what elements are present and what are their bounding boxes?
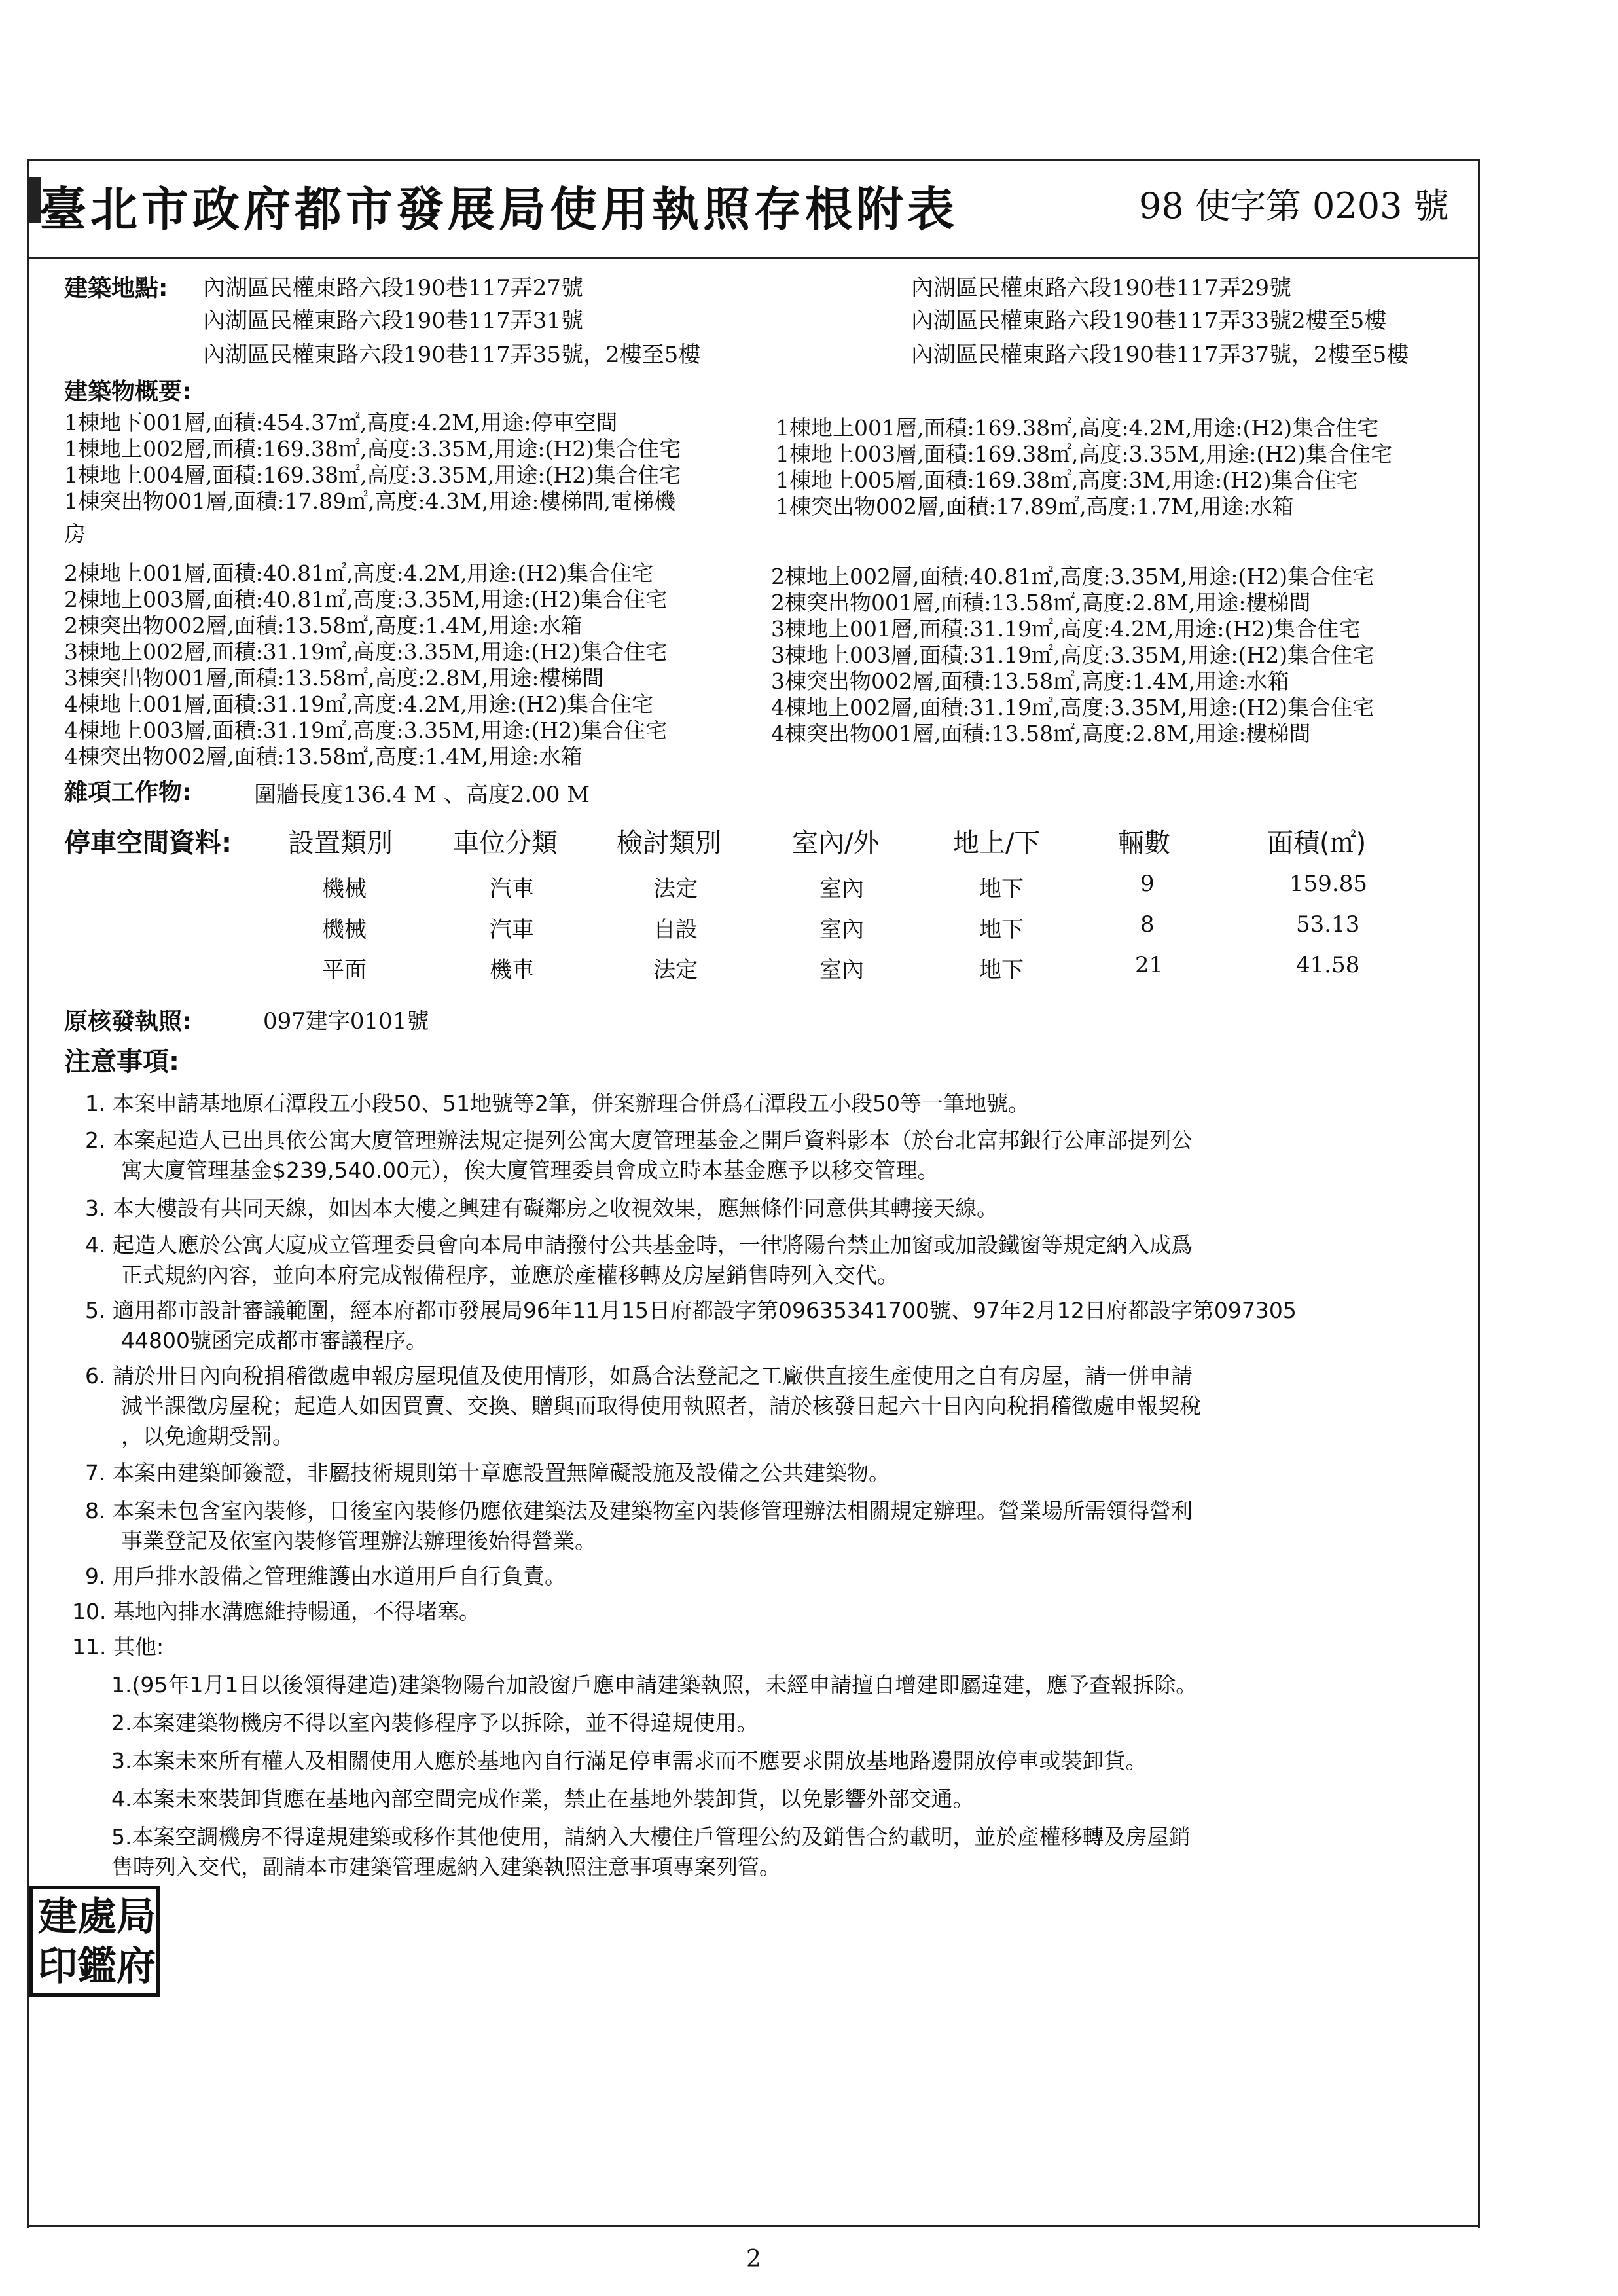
note-line: 11. 其他: bbox=[72, 1634, 164, 1660]
overview-row: 3棟地上002層,面積:31.19㎡,高度:3.35M,用途:(H2)集合住宅 bbox=[64, 639, 668, 665]
overview-row: 3棟地上003層,面積:31.19㎡,高度:3.35M,用途:(H2)集合住宅 bbox=[771, 642, 1375, 668]
overview-row: 3棟突出物001層,面積:13.58㎡,高度:2.8M,用途:樓梯間 bbox=[64, 665, 604, 691]
note-line: 8. 本案未包含室內裝修，日後室內裝修仍應依建築法及建築物室內裝修管理辦法相關規定辦理。營業場所需領得營利 bbox=[85, 1498, 1193, 1523]
original-permit-label: 原核發執照: bbox=[64, 1008, 192, 1035]
overview-row: 2棟地上001層,面積:40.81㎡,高度:4.2M,用途:(H2)集合住宅 bbox=[64, 560, 654, 586]
parking-cell: 機械 bbox=[322, 917, 367, 943]
overview-row: 1棟地上002層,面積:169.38㎡,高度:3.35M,用途:(H2)集合住宅 bbox=[64, 436, 681, 462]
parking-cell: 53.13 bbox=[1296, 911, 1360, 938]
misc-value: 圍牆長度136.4 M 、高度2.00 M bbox=[254, 782, 590, 808]
parking-cell: 機械 bbox=[322, 876, 367, 902]
location-label: 建築地點: bbox=[64, 275, 168, 302]
address-2: 內湖區民權東路六段190巷117弄29號 bbox=[911, 275, 1292, 301]
note-line: 6. 請於卅日內向稅捐稽徵處申報房屋現值及使用情形，如爲合法登記之工廠供直接生產使用之自有房屋，請一併申請 bbox=[85, 1363, 1193, 1389]
seal-char: 建 bbox=[38, 1894, 77, 1940]
notes-label: 注意事項: bbox=[64, 1047, 179, 1077]
parking-cell: 室內 bbox=[819, 957, 864, 983]
note-line: 1.(95年1月1日以後領得建造)建築物陽台加設窗戶應申請建築執照，未經申請擅自增建即屬違建，應予查報拆除。 bbox=[111, 1672, 1198, 1698]
seal-char: 府 bbox=[117, 1944, 156, 1990]
overview-row: 1棟突出物001層,面積:17.89㎡,高度:4.3M,用途:樓梯間,電梯機 bbox=[64, 488, 676, 514]
note-line: 44800號函完成都市審議程序。 bbox=[121, 1328, 427, 1353]
parking-cell: 159.85 bbox=[1289, 871, 1367, 897]
overview-row: 房 bbox=[64, 521, 86, 547]
overview-row: 3棟突出物002層,面積:13.58㎡,高度:1.4M,用途:水箱 bbox=[771, 668, 1289, 694]
note-line: 2. 本案起造人已出具依公寓大廈管理辦法規定提列公寓大廈管理基金之開戶資料影本（於台北富邦銀行公庫部提列公 bbox=[85, 1127, 1193, 1153]
overview-row: 4棟地上001層,面積:31.19㎡,高度:4.2M,用途:(H2)集合住宅 bbox=[64, 691, 654, 717]
parking-cell: 地下 bbox=[979, 876, 1024, 902]
parking-cell: 21 bbox=[1135, 952, 1164, 978]
parking-header: 面積(㎡) bbox=[1267, 828, 1367, 858]
note-line: 3. 本大樓設有共同天線，如因本大樓之興建有礙鄰房之收視效果，應無條件同意供其轉接天線。 bbox=[85, 1195, 998, 1221]
seal-char: 印 bbox=[38, 1944, 77, 1990]
note-line: 1. 本案申請基地原石潭段五小段50、51地號等2筆，併案辦理合併爲石潭段五小段50等一筆地號。 bbox=[85, 1091, 1030, 1116]
seal-char: 局 bbox=[117, 1894, 156, 1940]
overview-row: 1棟地上001層,面積:169.38㎡,高度:4.2M,用途:(H2)集合住宅 bbox=[776, 415, 1379, 441]
address-5: 內湖區民權東路六段190巷117弄35號，2樓至5樓 bbox=[203, 342, 701, 368]
original-permit-value: 097建字0101號 bbox=[263, 1008, 429, 1034]
parking-cell: 自設 bbox=[653, 917, 698, 943]
overview-row: 3棟地上001層,面積:31.19㎡,高度:4.2M,用途:(H2)集合住宅 bbox=[771, 616, 1361, 642]
overview-row: 4棟地上002層,面積:31.19㎡,高度:3.35M,用途:(H2)集合住宅 bbox=[771, 695, 1375, 720]
overview-row: 2棟突出物002層,面積:13.58㎡,高度:1.4M,用途:水箱 bbox=[64, 613, 583, 638]
parking-header: 室內/外 bbox=[792, 828, 880, 858]
parking-cell: 機車 bbox=[490, 957, 534, 983]
overview-row: 4棟地上003層,面積:31.19㎡,高度:3.35M,用途:(H2)集合住宅 bbox=[64, 718, 668, 743]
parking-cell: 汽車 bbox=[490, 876, 534, 902]
address-1: 內湖區民權東路六段190巷117弄27號 bbox=[203, 275, 584, 301]
note-line: 4. 起造人應於公寓大廈成立管理委員會向本局申請撥付公共基金時，一律將陽台禁止加窗或加設鐵窗等規定納入成爲 bbox=[85, 1232, 1193, 1258]
bottom-rule bbox=[27, 2225, 1480, 2227]
note-line: 5. 適用都市設計審議範圍，經本府都市發展局96年11月15日府都設字第09635341700號、97年2月12日府都設字第097305 bbox=[85, 1298, 1297, 1323]
overview-row: 2棟地上002層,面積:40.81㎡,高度:3.35M,用途:(H2)集合住宅 bbox=[771, 564, 1375, 589]
note-line: 事業登記及依室內裝修管理辦法辦理後始得營業。 bbox=[121, 1528, 596, 1554]
note-line: 2.本案建築物機房不得以室內裝修程序予以拆除，並不得違規使用。 bbox=[111, 1710, 759, 1736]
overview-row: 4棟突出物002層,面積:13.58㎡,高度:1.4M,用途:水箱 bbox=[64, 744, 583, 769]
parking-cell: 9 bbox=[1140, 871, 1155, 897]
note-line: 寓大廈管理基金$239,540.00元），俟大廈管理委員會成立時本基金應予以移交管理。 bbox=[121, 1157, 939, 1183]
overview-label: 建築物概要: bbox=[64, 378, 192, 405]
parking-header: 檢討類別 bbox=[617, 828, 721, 858]
official-seal bbox=[29, 1886, 160, 1997]
note-line: ，以免逾期受罰。 bbox=[121, 1423, 294, 1449]
parking-cell: 平面 bbox=[322, 957, 367, 983]
address-4: 內湖區民權東路六段190巷117弄33號2樓至5樓 bbox=[911, 308, 1387, 334]
note-line: 減半課徵房屋稅；起造人如因買賣、交換、贈與而取得使用執照者，請於核發日起六十日內向稅捐稽徵處申報契稅 bbox=[121, 1393, 1201, 1419]
parking-header: 輛數 bbox=[1118, 828, 1170, 858]
address-6: 內湖區民權東路六段190巷117弄37號，2樓至5樓 bbox=[911, 342, 1409, 368]
parking-header: 地上/下 bbox=[953, 828, 1041, 858]
overview-row: 4棟突出物001層,面積:13.58㎡,高度:2.8M,用途:樓梯間 bbox=[771, 721, 1311, 746]
parking-cell: 地下 bbox=[979, 957, 1024, 983]
parking-label: 停車空間資料: bbox=[64, 828, 232, 858]
overview-row: 1棟突出物002層,面積:17.89㎡,高度:1.7M,用途:水箱 bbox=[776, 494, 1294, 519]
note-line: 售時列入交代，副請本市建築管理處納入建築執照注意事項專案列管。 bbox=[111, 1854, 781, 1880]
overview-row: 1棟地上003層,面積:169.38㎡,高度:3.35M,用途:(H2)集合住宅 bbox=[776, 441, 1393, 467]
parking-cell: 8 bbox=[1140, 911, 1155, 938]
parking-cell: 地下 bbox=[979, 917, 1024, 943]
note-line: 5.本案空調機房不得違規建築或移作其他使用，請納入大樓住戶管理公約及銷售合約載明，並於產權移轉及房屋銷 bbox=[111, 1824, 1191, 1850]
parking-cell: 汽車 bbox=[490, 917, 534, 943]
parking-cell: 法定 bbox=[653, 876, 698, 902]
parking-header: 設置類別 bbox=[288, 828, 393, 858]
parking-header: 車位分類 bbox=[453, 828, 558, 858]
overview-row: 1棟地上004層,面積:169.38㎡,高度:3.35M,用途:(H2)集合住宅 bbox=[64, 462, 681, 488]
page-title: 臺北市政府都市發展局使用執照存根附表 bbox=[39, 181, 959, 237]
seal-char: 鑑 bbox=[77, 1944, 117, 1990]
page-number: 2 bbox=[746, 2246, 761, 2272]
overview-row: 1棟地下001層,面積:454.37㎡,高度:4.2M,用途:停車空間 bbox=[64, 410, 618, 435]
note-line: 正式規約內容，並向本府完成報備程序，並應於產權移轉及房屋銷售時列入交代。 bbox=[121, 1262, 899, 1288]
address-3: 內湖區民權東路六段190巷117弄31號 bbox=[203, 308, 584, 334]
note-line: 9. 用戶排水設備之管理維護由水道用戶自行負責。 bbox=[85, 1563, 566, 1589]
misc-label: 雜項工作物: bbox=[64, 779, 192, 806]
note-line: 4.本案未來裝卸貨應在基地內部空間完成作業，禁止在基地外裝卸貨，以免影響外部交通。 bbox=[111, 1786, 975, 1812]
overview-row: 2棟地上003層,面積:40.81㎡,高度:3.35M,用途:(H2)集合住宅 bbox=[64, 587, 668, 612]
overview-row: 2棟突出物001層,面積:13.58㎡,高度:2.8M,用途:樓梯間 bbox=[771, 590, 1311, 615]
permit-number: 98 使字第 0203 號 bbox=[1139, 185, 1449, 227]
parking-cell: 法定 bbox=[653, 957, 698, 983]
parking-cell: 室內 bbox=[819, 917, 864, 943]
parking-cell: 室內 bbox=[819, 876, 864, 902]
note-line: 3.本案未來所有權人及相關使用人應於基地內自行滿足停車需求而不應要求開放基地路邊開放停車或裝卸貨。 bbox=[111, 1748, 1147, 1774]
seal-char: 處 bbox=[77, 1894, 117, 1940]
overview-row: 1棟地上005層,面積:169.38㎡,高度:3M,用途:(H2)集合住宅 bbox=[776, 467, 1358, 493]
note-line: 7. 本案由建築師簽證，非屬技術規則第十章應設置無障礙設施及設備之公共建築物。 bbox=[85, 1460, 890, 1485]
parking-cell: 41.58 bbox=[1296, 952, 1360, 978]
note-line: 10. 基地內排水溝應維持暢通，不得堵塞。 bbox=[72, 1599, 480, 1624]
